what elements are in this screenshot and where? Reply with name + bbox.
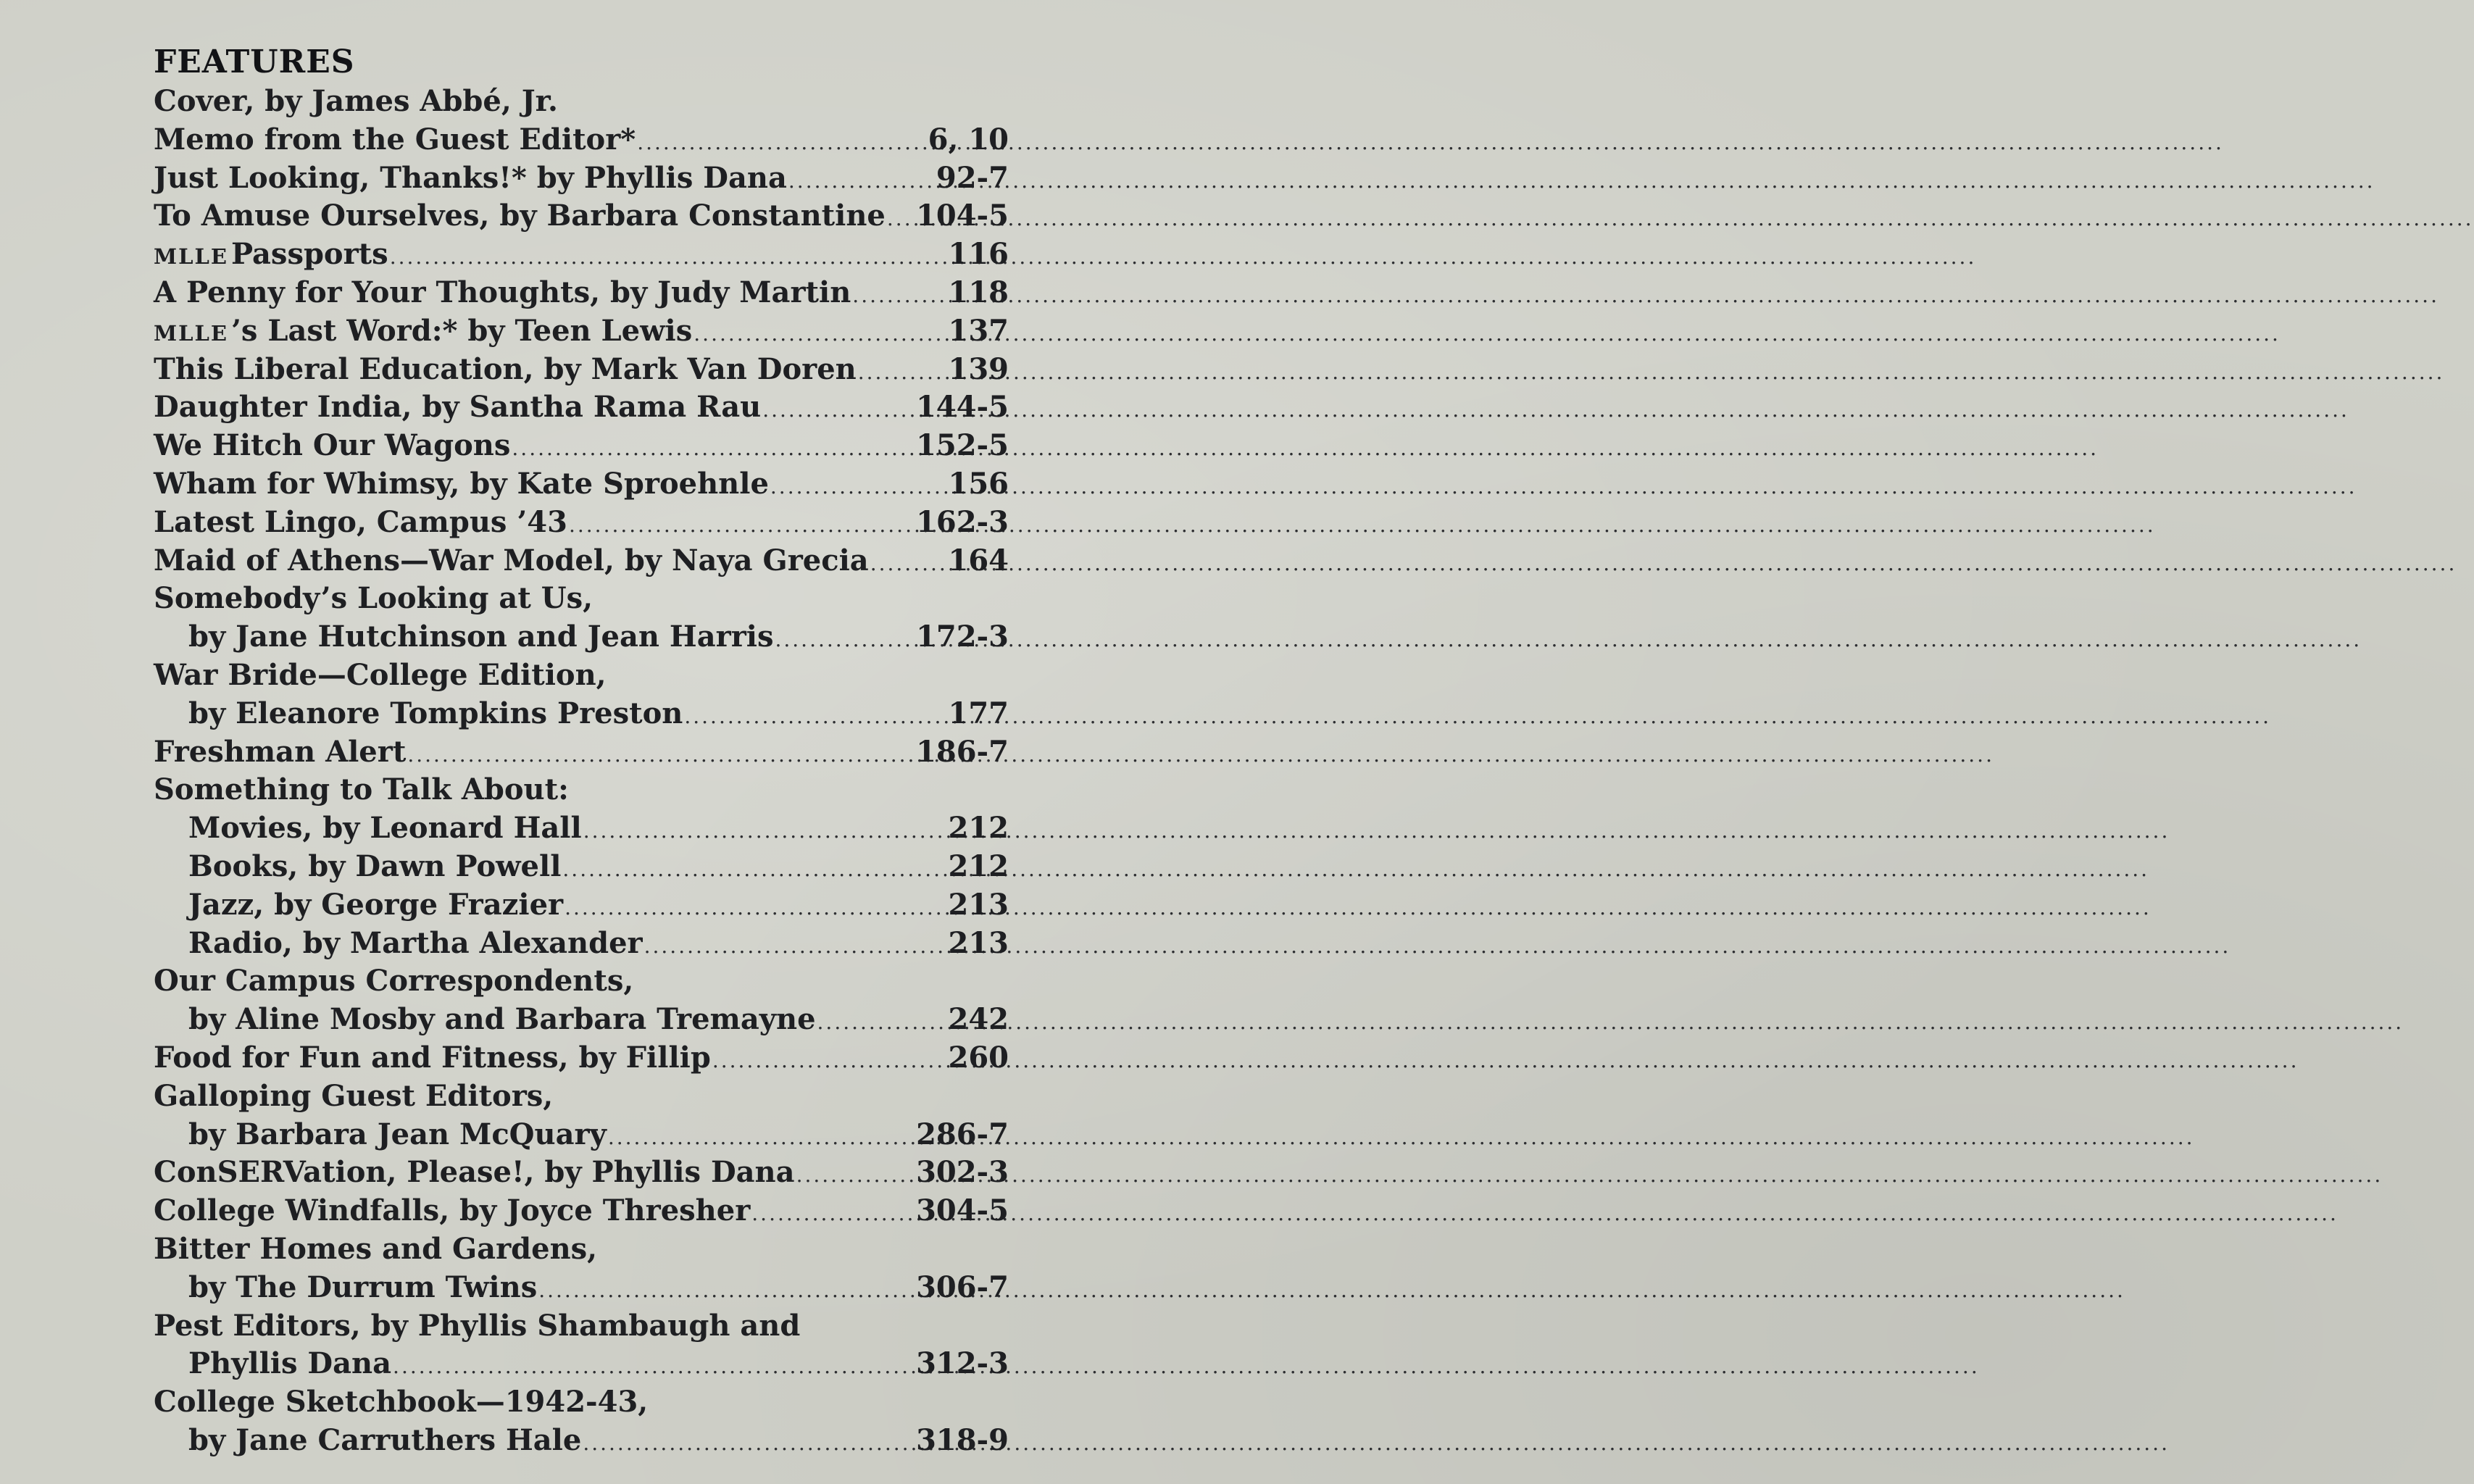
toc-entry — [154, 886, 1009, 925]
dot-leader — [775, 621, 915, 659]
toc-list — [154, 83, 1009, 1460]
entry-title: Just Looking, Thanks!* by Phyllis Dana — [154, 160, 787, 195]
toc-entry — [154, 504, 1009, 542]
toc-entry — [154, 1383, 1009, 1422]
dot-leader — [712, 1042, 947, 1080]
page-number: 164 — [948, 543, 1009, 578]
dot-leader — [770, 468, 947, 507]
entry-title: We Hitch Our Wagons — [154, 428, 511, 463]
toc-entry — [154, 1307, 1009, 1346]
dot-leader — [852, 277, 946, 315]
page-number: 242 — [948, 1002, 1009, 1037]
entry-title: by Barbara Jean McQuary — [188, 1117, 607, 1151]
entry-title: by Jane Hutchinson and Jean Harris — [188, 620, 774, 654]
dot-leader — [694, 315, 946, 354]
entry-title: A Penny for Your Thoughts, by Judy Martin — [154, 275, 851, 309]
dot-leader — [644, 928, 947, 966]
dot-leader — [390, 238, 947, 277]
page-number: 156 — [948, 466, 1009, 501]
entry-title: by The Durrum Twins — [188, 1270, 538, 1304]
dot-leader — [796, 1156, 915, 1195]
page-number: 312-3 — [916, 1346, 1009, 1381]
entry-title: Galloping Guest Editors, — [154, 1078, 554, 1113]
entry-title: Maid of Athens—War Model, by Naya Grecia — [154, 543, 869, 578]
page-number: 6, 10 — [928, 122, 1009, 157]
entry-title: Freshman Alert — [154, 734, 407, 769]
dot-leader — [562, 851, 946, 889]
dot-leader — [393, 1348, 915, 1386]
page-number: 104-5 — [916, 199, 1009, 233]
dot-leader — [870, 545, 947, 583]
page-number: 144-5 — [916, 390, 1009, 425]
page-number: 118 — [948, 275, 1009, 309]
dot-leader — [569, 507, 915, 545]
page-number: 212 — [948, 849, 1009, 883]
toc-entry — [154, 312, 1009, 351]
page-number: 162-3 — [916, 504, 1009, 539]
entry-title: Latest Lingo, Campus ’43 — [154, 504, 567, 539]
toc-entry — [154, 656, 1009, 695]
toc-entry — [154, 1192, 1009, 1230]
page-number: 213 — [948, 887, 1009, 922]
dot-leader — [565, 889, 946, 928]
page-number: 286-7 — [916, 1117, 1009, 1151]
entry-title: ’s Last Word:* by Teen Lewis — [231, 313, 693, 348]
toc-entry — [154, 1001, 1009, 1039]
dot-leader — [512, 430, 915, 468]
entry-title: College Windfalls, by Joyce Thresher — [154, 1193, 751, 1228]
toc-entry — [154, 771, 1009, 809]
entry-title: College Sketchbook—1942-43, — [154, 1385, 649, 1420]
entry-title: Pest Editors, by Phyllis Shambaugh and — [154, 1308, 801, 1343]
dot-leader — [583, 812, 947, 851]
page-number: 172-3 — [916, 620, 1009, 654]
toc-entry — [154, 809, 1009, 848]
page-number: 260 — [948, 1040, 1009, 1075]
entry-title: Somebody’s Looking at Us, — [154, 581, 593, 616]
dot-leader — [637, 124, 926, 162]
page-number: 212 — [948, 811, 1009, 846]
page-number: 177 — [948, 696, 1009, 730]
toc-entry — [154, 1269, 1009, 1307]
toc-entry — [154, 618, 1009, 656]
dot-leader — [608, 1119, 915, 1157]
toc-entry — [154, 159, 1009, 198]
toc-entry — [154, 197, 1009, 235]
page-number: 304-5 — [916, 1193, 1009, 1228]
magazine-abbrev: MLLE — [154, 244, 228, 270]
entry-title: Something to Talk About: — [154, 772, 569, 807]
toc-entry — [154, 1154, 1009, 1192]
entry-title: War Bride—College Edition, — [154, 657, 607, 692]
section-heading: FEATURES — [154, 43, 355, 80]
entry-title: by Aline Mosby and Barbara Tremayne — [188, 1002, 816, 1037]
entry-title: Movies, by Leonard Hall — [188, 811, 582, 846]
toc-entry — [154, 465, 1009, 504]
toc-entry — [154, 388, 1009, 427]
dot-leader — [817, 1004, 947, 1042]
entry-title: Passports — [231, 237, 388, 272]
toc-entry — [154, 235, 1009, 274]
page-number: 213 — [948, 925, 1009, 960]
entry-title: Wham for Whimsy, by Kate Sproehnle — [154, 466, 769, 501]
entry-title: This Liberal Education, by Mark Van Doren — [154, 351, 857, 386]
entry-title: Memo from the Guest Editor* — [154, 122, 636, 157]
toc-entry — [154, 1116, 1009, 1154]
toc-entry — [154, 848, 1009, 886]
toc-entry — [154, 1422, 1009, 1460]
toc-entry — [154, 1039, 1009, 1077]
entry-title: Jazz, by George Frazier — [188, 887, 564, 922]
toc-entry — [154, 427, 1009, 465]
toc-entry — [154, 733, 1009, 772]
dot-leader — [407, 736, 915, 775]
dot-leader — [684, 698, 946, 736]
page-number: 318-9 — [916, 1422, 1009, 1457]
entry-title: Daughter India, by Santha Rama Rau — [154, 390, 762, 425]
toc-entry — [154, 121, 1009, 159]
entry-title: To Amuse Ourselves, by Barbara Constantine — [154, 199, 886, 233]
toc-entry — [154, 83, 1009, 121]
toc-entry — [154, 1230, 1009, 1269]
page-number: 152-5 — [916, 428, 1009, 463]
entry-title: Our Campus Correspondents, — [154, 964, 634, 999]
entry-title: Food for Fun and Fitness, by Fillip — [154, 1040, 711, 1075]
toc-entry — [154, 351, 1009, 389]
toc-entry — [154, 962, 1009, 1001]
entry-title: ConSERVation, Please!, by Phyllis Dana — [154, 1155, 795, 1190]
page-number: 116 — [948, 237, 1009, 272]
toc-entry — [154, 274, 1009, 312]
dot-leader — [583, 1425, 915, 1463]
toc-entry — [154, 580, 1009, 618]
table-of-contents — [154, 42, 1009, 1460]
entry-title: Bitter Homes and Gardens, — [154, 1231, 598, 1266]
toc-entry — [154, 695, 1009, 733]
entry-title: Radio, by Martha Alexander — [188, 925, 643, 960]
toc-entry — [154, 1077, 1009, 1116]
magazine-abbrev: MLLE — [154, 320, 228, 346]
page-number: 137 — [948, 313, 1009, 348]
page-number: 139 — [948, 351, 1009, 386]
toc-entry — [154, 1345, 1009, 1383]
dot-leader — [751, 1195, 915, 1233]
dot-leader — [762, 391, 915, 430]
dot-leader — [858, 354, 947, 392]
page-number: 306-7 — [916, 1270, 1009, 1304]
entry-title: Cover, by James Abbé, Jr. — [154, 84, 558, 118]
page-number: 186-7 — [916, 734, 1009, 769]
toc-entry — [154, 925, 1009, 963]
entry-title: by Jane Carruthers Hale — [188, 1422, 582, 1457]
entry-title: Phyllis Dana — [188, 1346, 392, 1381]
dot-leader — [887, 200, 915, 238]
entry-title: by Eleanore Tompkins Preston — [188, 696, 683, 730]
page-number: 302-3 — [916, 1155, 1009, 1190]
dot-leader — [538, 1272, 915, 1310]
page-number: 92-7 — [936, 160, 1009, 195]
toc-entry — [154, 542, 1009, 580]
dot-leader — [788, 162, 935, 201]
entry-title: Books, by Dawn Powell — [188, 849, 562, 883]
